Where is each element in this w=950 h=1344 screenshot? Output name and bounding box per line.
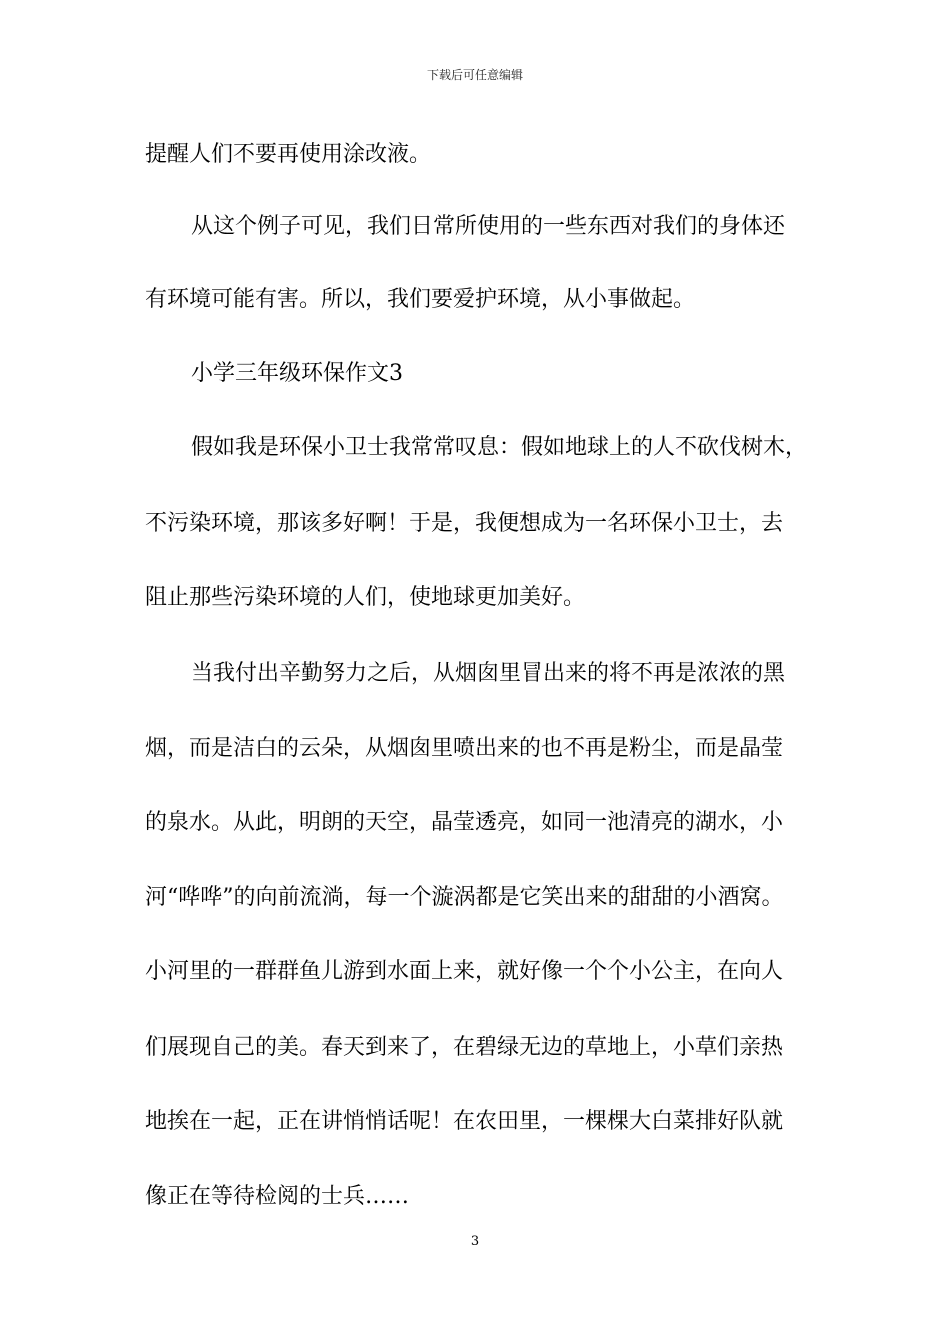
body-line: 当我付出辛勤努力之后，从烟囱里冒出来的将不再是浓浓的黑: [191, 661, 786, 686]
body-line: 像正在等待检阅的士兵……: [145, 1184, 410, 1209]
body-line: 烟，而是洁白的云朵，从烟囱里喷出来的也不再是粉尘，而是晶莹: [145, 736, 784, 761]
body-line: 河“哗哗”的向前流淌，每一个漩涡都是它笑出来的甜甜的小酒窝。: [145, 885, 784, 910]
body-line: 地挨在一起，正在讲悄悄话呢！在农田里，一棵棵大白菜排好队就: [145, 1109, 784, 1134]
body-line: 假如我是环保小卫士我常常叹息：假如地球上的人不砍伐树木，: [191, 435, 808, 460]
body-line: 提醒人们不要再使用涂改液。: [145, 142, 432, 167]
section-title: 小学三年级环保作文3: [191, 361, 403, 386]
page-number: 3: [470, 1234, 480, 1249]
page-header: 下载后可任意编辑: [426, 68, 523, 82]
body-line: 阻止那些污染环境的人们，使地球更加美好。: [145, 585, 586, 610]
body-line: 有环境可能有害。所以，我们要爱护环境，从小事做起。: [145, 287, 696, 312]
body-line: 从这个例子可见，我们日常所使用的一些东西对我们的身体还: [191, 214, 786, 239]
body-line: 的泉水。从此，明朗的天空，晶莹透亮，如同一池清亮的湖水，小: [145, 810, 784, 835]
body-line: 不污染环境，那该多好啊！于是，我便想成为一名环保小卫士，去: [145, 511, 784, 536]
body-line: 小河里的一群群鱼儿游到水面上来，就好像一个个小公主，在向人: [145, 959, 784, 984]
body-line: 们展现自己的美。春天到来了，在碧绿无边的草地上，小草们亲热: [145, 1035, 784, 1060]
